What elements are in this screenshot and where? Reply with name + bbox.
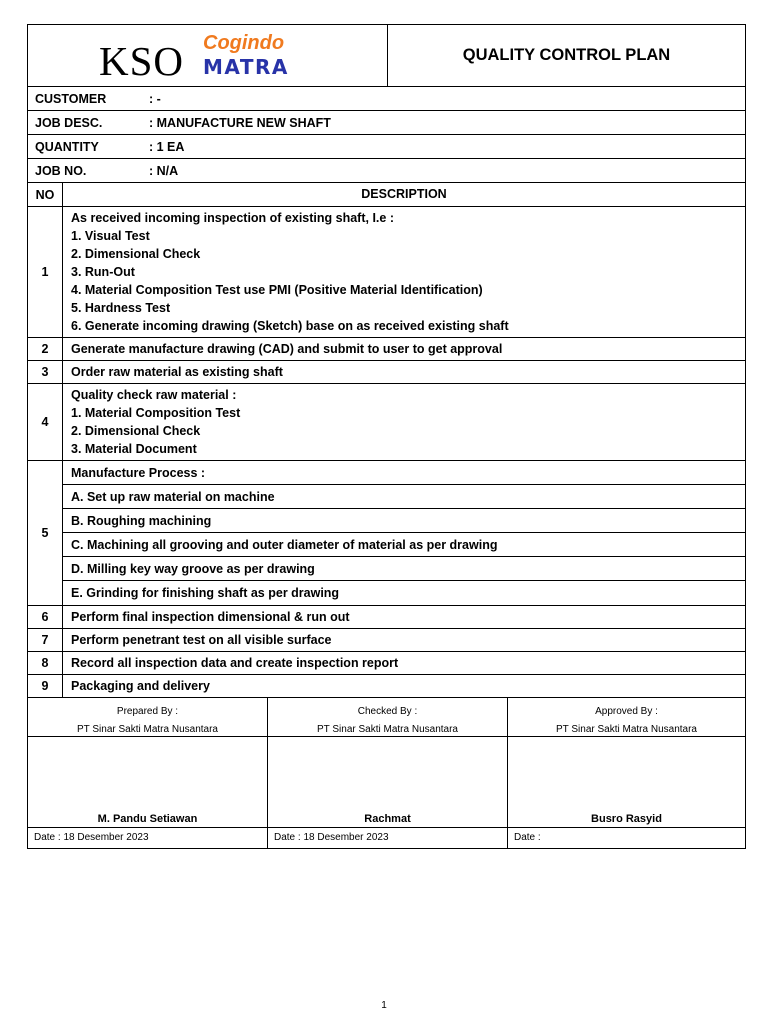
checked-date: Date : 18 Desember 2023: [268, 828, 508, 848]
approved-by-company: PT Sinar Sakti Matra Nusantara: [556, 724, 697, 735]
logo-cogindo: Cogindo: [203, 32, 285, 54]
prepared-by-name: M. Pandu Setiawan: [97, 813, 198, 825]
prepared-by-label: Prepared By :: [116, 706, 179, 717]
info-row-quantity: [28, 135, 745, 159]
approved-by-name: Busro Rasyid: [591, 813, 662, 825]
prepared-by-company: PT Sinar Sakti Matra Nusantara: [77, 724, 218, 735]
document-title: QUALITY CONTROL PLAN: [462, 46, 671, 64]
row-number: 5: [28, 461, 63, 605]
row-description: [63, 606, 745, 628]
table-row: [28, 361, 745, 384]
table-row: [28, 384, 745, 461]
row-number: 1: [28, 207, 63, 337]
desc-line: Record all inspection data and create inspection report: [71, 656, 399, 670]
sub-step: A. Set up raw material on machine: [63, 485, 745, 509]
table-row: [28, 675, 745, 698]
info-label: JOB NO.: [35, 163, 87, 178]
desc-line: Perform penetrant test on all visible surface: [71, 633, 332, 647]
desc-line: Order raw material as existing shaft: [71, 365, 283, 379]
desc-line: Quality check raw material :: [71, 388, 237, 402]
sub-step: E. Grinding for finishing shaft as per drawing: [71, 586, 340, 600]
row-number: 6: [28, 606, 63, 628]
info-value: : N/A: [149, 163, 179, 178]
info-row-job-desc: [28, 111, 745, 135]
row-description: [63, 207, 745, 337]
desc-line: Packaging and delivery: [71, 679, 210, 693]
info-label: CUSTOMER: [35, 91, 107, 106]
signature-area: [28, 737, 745, 828]
prepared-date: Date : 18 Desember 2023: [28, 828, 268, 848]
table-row: [28, 461, 745, 606]
sub-step: C. Machining all grooving and outer diameter of material as per drawing: [63, 533, 745, 557]
desc-line: 5. Hardness Test: [71, 301, 171, 315]
row-number: 9: [28, 675, 63, 697]
sub-step: Manufacture Process :: [63, 461, 745, 485]
info-value: : MANUFACTURE NEW SHAFT: [149, 115, 331, 130]
signature-dates: [28, 828, 745, 848]
company-logo: [28, 25, 388, 86]
page-number: 1: [381, 1000, 387, 1011]
row-description: [63, 652, 745, 674]
desc-line: 3. Material Document: [71, 442, 197, 456]
approved-by-label: Approved By :: [595, 706, 658, 717]
desc-line: 6. Generate incoming drawing (Sketch) base on as received existing shaft: [71, 319, 509, 333]
logo-kso: KSO: [99, 38, 185, 84]
header: [28, 25, 745, 87]
column-header-no: NO: [28, 183, 63, 206]
logo-matra: MATRA: [203, 55, 289, 79]
sub-step: D. Milling key way groove as per drawing: [63, 557, 745, 581]
table-row: [28, 606, 745, 629]
row-number: 8: [28, 652, 63, 674]
row-description: [63, 384, 745, 460]
table-row: [28, 652, 745, 675]
checked-by-company: PT Sinar Sakti Matra Nusantara: [317, 724, 458, 735]
desc-line: 2. Dimensional Check: [71, 247, 201, 261]
row-description: [63, 361, 745, 383]
desc-line: 1. Visual Test: [71, 229, 150, 243]
table-row: [28, 207, 745, 338]
info-value: : -: [149, 91, 161, 106]
row-number: 2: [28, 338, 63, 360]
desc-line: Perform final inspection dimensional & run out: [71, 610, 350, 624]
desc-line: 3. Run-Out: [71, 265, 135, 279]
desc-line: 2. Dimensional Check: [71, 424, 201, 438]
table-row: [28, 338, 745, 361]
approved-signature-box: [508, 737, 745, 827]
desc-line: 1. Material Composition Test: [71, 406, 241, 420]
info-label: QUANTITY: [35, 139, 99, 154]
info-row-customer: [28, 87, 745, 111]
info-label: JOB DESC.: [35, 115, 103, 130]
approved-date: Date :: [514, 832, 541, 843]
row-sub-steps: [63, 461, 745, 605]
row-description: [63, 629, 745, 651]
desc-line: As received incoming inspection of existing shaft, I.e :: [71, 211, 394, 225]
sub-step: B. Roughing machining: [63, 509, 745, 533]
signature-roles: [28, 698, 745, 737]
table-row: [28, 629, 745, 652]
row-number: 7: [28, 629, 63, 651]
info-row-job-no: [28, 159, 745, 183]
qc-plan-sheet: [27, 24, 746, 849]
prepared-signature-box: [28, 737, 268, 827]
column-header-description: DESCRIPTION: [361, 187, 447, 201]
checked-by-label: Checked By :: [357, 706, 418, 717]
desc-line: Generate manufacture drawing (CAD) and submit to user to get approval: [71, 342, 503, 356]
table-header: [28, 183, 745, 207]
desc-line: 4. Material Composition Test use PMI (Positive Material Identification): [71, 283, 483, 297]
info-value: : 1 EA: [149, 139, 185, 154]
row-description: [63, 675, 745, 697]
row-number: 4: [28, 384, 63, 460]
checked-by-name: Rachmat: [364, 813, 411, 825]
checked-signature-box: [268, 737, 508, 827]
row-number: 3: [28, 361, 63, 383]
row-description: [63, 338, 745, 360]
